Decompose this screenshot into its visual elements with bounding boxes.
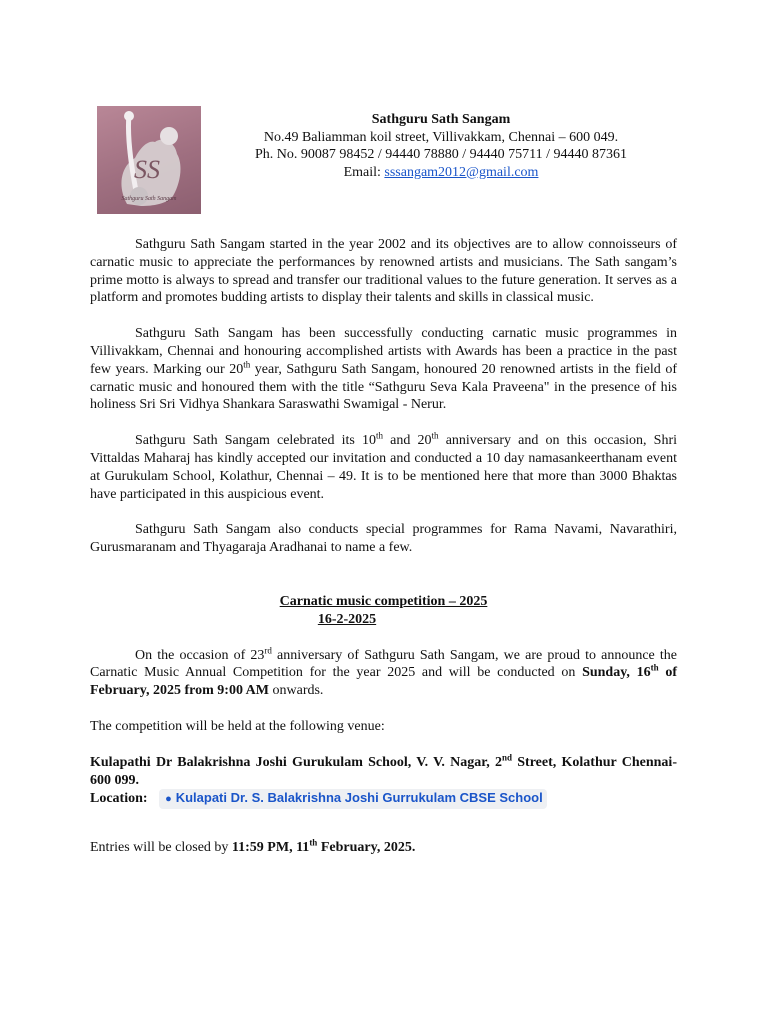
event-date-bold: Sunday, 16 bbox=[582, 665, 651, 681]
map-pin-icon: ● bbox=[165, 793, 172, 806]
org-name: Sathguru Sath Sangam bbox=[371, 112, 511, 127]
text-run: and 20 bbox=[383, 433, 432, 449]
superscript: th bbox=[431, 430, 439, 441]
org-logo bbox=[97, 106, 201, 214]
document-body bbox=[90, 236, 677, 875]
email-label: Email: bbox=[343, 164, 385, 180]
intro-paragraph: Sathguru Sath Sangam started in the year 2002 and its objectives are to allow connoisseurs of carnatic music to appreciate the performances by renowned artists and musicians. The Sath sangam’s prime motto is always to spread and transfer our traditional values to the future generation. It serves as a platform and promotes budding artists to display their talents and skills in classical music. bbox=[90, 237, 677, 306]
location-chip[interactable] bbox=[159, 789, 547, 809]
event-time-bold: of February, 2025 from 9:00 AM bbox=[90, 665, 677, 699]
competition-heading bbox=[90, 593, 677, 629]
superscript: nd bbox=[501, 752, 512, 763]
location-link[interactable]: Kulapati Dr. S. Balakrishna Joshi Gurrukulam CBSE School bbox=[175, 790, 543, 806]
text-run: onwards. bbox=[269, 683, 324, 699]
superscript: th bbox=[376, 430, 384, 441]
svg-text:SS: SS bbox=[134, 155, 160, 184]
venue-block bbox=[90, 754, 677, 809]
superscript: th bbox=[650, 662, 659, 673]
text-run: On the occasion of 23 bbox=[135, 647, 265, 663]
org-phone: Ph. No. 90087 98452 / 94440 78880 / 94440 75711 / 94440 87361 bbox=[254, 147, 628, 162]
venue-address bbox=[90, 752, 677, 788]
text-run: Kulapathi Dr Balakrishna Joshi Gurukulam School, V. V. Nagar, 2 bbox=[90, 754, 502, 770]
org-address: No.49 Baliamman koil street, Villivakkam, Chennai – 600 049. bbox=[263, 129, 619, 145]
email-link[interactable]: sssangam2012@gmail.com bbox=[384, 164, 539, 180]
deadline-bold: February, 2025. bbox=[317, 840, 416, 856]
text-run: year, Sathguru Sath Sangam, honoured 20 renowned artists in the field of carnatic music and honoured them with the title “Sathguru Seva Kala Praveena" in the presence of his holiness Sri Sri Vidhya Shankara Saraswathi Swamigal - Nerur. bbox=[90, 361, 677, 413]
text-run: anniversary of Sathguru Sath Sangam, we are proud to announce the Carnatic Music Annual Competition for the year 2025 and will be conducted on bbox=[90, 647, 677, 681]
announcement-paragraph bbox=[90, 644, 677, 700]
special-programmes-paragraph: Sathguru Sath Sangam also conducts special programmes for Rama Navami, Navarathiri, Gurusmaranam and Thyagaraja Aradhanai to name a few. bbox=[90, 522, 677, 556]
venue-intro: The competition will be held at the following venue: bbox=[90, 718, 385, 734]
programmes-paragraph bbox=[90, 325, 677, 414]
entries-deadline bbox=[90, 839, 677, 857]
superscript: th bbox=[309, 837, 318, 848]
org-email-line bbox=[210, 164, 672, 182]
deadline-bold: 11:59 PM, 11 bbox=[231, 840, 310, 856]
letterhead bbox=[210, 111, 672, 181]
logo-caption: Sathguru Sath Sangam bbox=[121, 196, 177, 202]
veena-musician-logo-icon bbox=[97, 106, 201, 214]
location-label: Location: bbox=[90, 791, 148, 807]
superscript: rd bbox=[264, 644, 272, 655]
competition-date: 16-2-2025 bbox=[317, 611, 377, 627]
text-run: Entries will be closed by bbox=[90, 840, 232, 856]
text-run: Street, Kolathur Chennai- 600 099. bbox=[90, 754, 677, 788]
text-run: anniversary and on this occasion, Shri Vittaldas Maharaj has kindly accepted our invitation and conducted a 10 day namasankeerthanam event at Gurukulam School, Kolathur, Chennai – 49. It is to be mentioned here that more than 3000 Bhaktas have participated in this auspicious event. bbox=[90, 433, 677, 502]
text-run: Sathguru Sath Sangam celebrated its 10 bbox=[135, 433, 377, 449]
anniversary-paragraph bbox=[90, 432, 677, 503]
competition-title: Carnatic music competition – 2025 bbox=[279, 593, 488, 609]
text-run: Sathguru Sath Sangam has been successfully conducting carnatic music programmes in Villivakkam, Chennai and honouring accomplished artists with Awards has been a practice in the past few years. Marking our 20 bbox=[90, 326, 677, 377]
superscript: th bbox=[243, 359, 251, 370]
